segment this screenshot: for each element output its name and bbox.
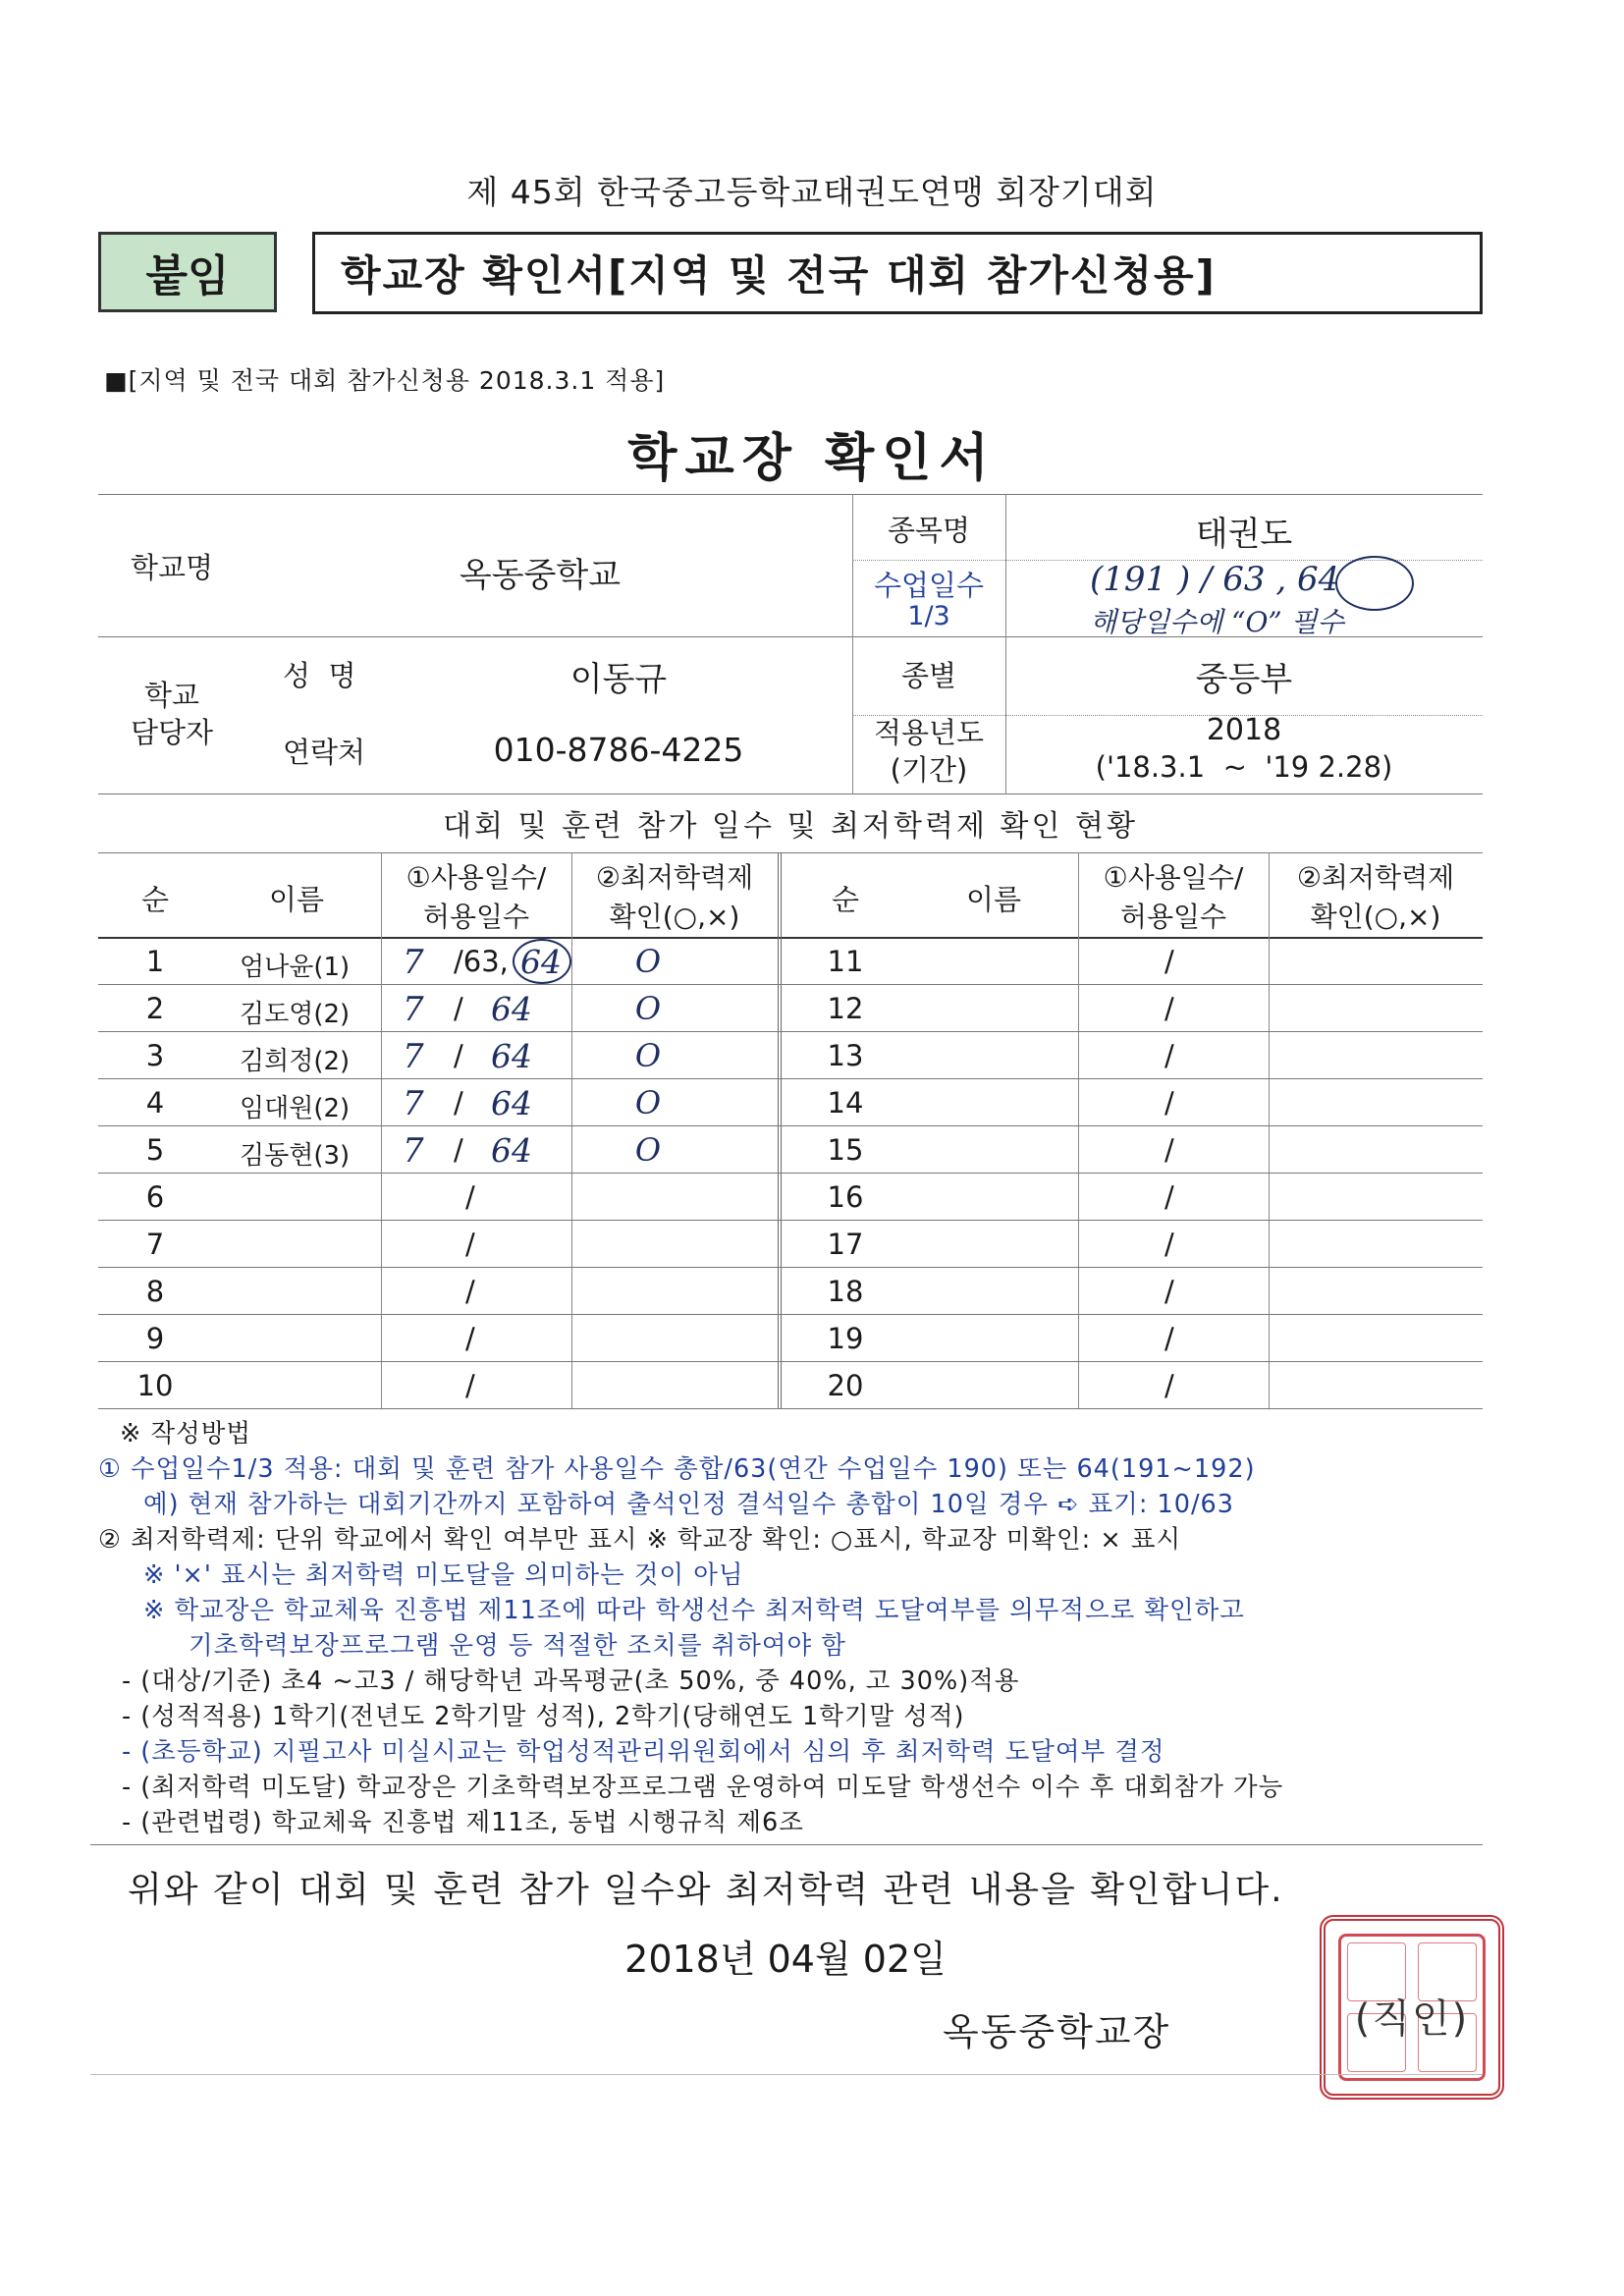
contact-value: 010-8786-4225 [493, 731, 744, 769]
col-header-no-right: 순 [831, 883, 859, 916]
detail-2: - (성적적용) 1학기(전년도 2학기말 성적), 2학기(당해연도 1학기말 성적) [122, 1702, 965, 1731]
note-1a: ① 수업일수1/3 적용: 대회 및 훈련 참가 사용일수 총합/63(연간 수업일수 190) 또는 64(191~192) [98, 1454, 1256, 1484]
col-header-min: ②최저학력제 [595, 861, 754, 894]
row-number: 5 [145, 1133, 165, 1167]
row-slash: / [454, 1039, 463, 1072]
school-label: 학교명 [130, 551, 214, 584]
name-label: 성 명 [283, 659, 356, 692]
row-used-days: 7 [403, 990, 424, 1029]
row-number-right: 12 [827, 992, 864, 1025]
row-number: 9 [145, 1322, 165, 1355]
manager-label-2: 담당자 [130, 716, 214, 749]
notes-heading: ※ 작성방법 [120, 1419, 252, 1449]
row-slash: / [465, 1180, 475, 1214]
col-header-days-2: 허용일수 [422, 901, 530, 933]
col-header-min-2: 확인(○,×) [609, 901, 740, 933]
row-min-check: O [634, 1037, 662, 1074]
note-2d: 기초학력보장프로그램 운영 등 적절한 조치를 취하여야 함 [189, 1631, 846, 1661]
seal-text: (직인) [1354, 1996, 1470, 2042]
row-used-days: 7 [403, 1131, 424, 1171]
row-allowed-days: 64 [491, 990, 532, 1028]
row-name: 김도영(2) [240, 1000, 351, 1029]
row-number: 3 [145, 1039, 165, 1072]
row-number: 8 [145, 1275, 165, 1308]
row-number: 7 [145, 1228, 165, 1261]
classdays-note: 해당일수에 “O” 필수 [1090, 606, 1344, 638]
row-min-check: O [634, 1131, 662, 1169]
row-name: 김동현(3) [240, 1141, 351, 1171]
row-number: 6 [145, 1180, 165, 1214]
row-slash: / [465, 1369, 475, 1402]
row-min-check: O [634, 943, 662, 980]
row-number-right: 15 [827, 1133, 864, 1167]
col-header-name: 이름 [268, 883, 325, 916]
detail-5: - (관련법령) 학교체육 진흥법 제11조, 동법 시행규칙 제6조 [122, 1808, 804, 1837]
detail-3: - (초등학교) 지필고사 미실시교는 학업성적관리위원회에서 심의 후 최저학력 도달여부 결정 [122, 1737, 1165, 1767]
school-value: 옥동중학교 [459, 556, 622, 595]
sport-value: 태권도 [1195, 515, 1293, 554]
col-header-min-right-2: 확인(○,×) [1310, 901, 1441, 933]
col-header-name-right: 이름 [965, 883, 1022, 916]
row-slash: / [465, 1275, 475, 1308]
table-section-title: 대회 및 훈련 참가 일수 및 최저학력제 확인 현황 [443, 809, 1138, 844]
row-slash-right: / [1164, 1275, 1174, 1308]
col-header-min-right: ②최저학력제 [1296, 861, 1455, 894]
note-2a: ② 최저학력제: 단위 학교에서 확인 여부만 표시 ※ 학교장 확인: ○표시, 학교장 미확인: × 표시 [98, 1525, 1182, 1555]
row-number-right: 17 [827, 1228, 864, 1261]
form-heading: 학교장 확인서[지역 및 전국 대회 참가신청용] [312, 232, 1483, 314]
row-slash: / [465, 1322, 475, 1355]
row-number-right: 14 [827, 1086, 864, 1120]
year-label-2: (기간) [890, 753, 968, 787]
row-slash: / [454, 1133, 463, 1167]
document-title: 학교장 확인서 [627, 429, 997, 488]
row-slash: / [465, 1228, 475, 1261]
col-header-days: ①사용일수/ [406, 861, 547, 894]
col-header-no: 순 [140, 883, 169, 916]
row-number: 10 [136, 1369, 174, 1402]
row-used-days: 7 [403, 943, 424, 982]
attachment-badge: 붙임 [98, 232, 277, 312]
principal-text: 옥동중학교장 [943, 2010, 1171, 2053]
year-label: 적용년도 [873, 716, 985, 749]
event-title: 제 45회 한국중고등학교태권도연맹 회장기대회 [466, 173, 1158, 211]
row-number-right: 16 [827, 1180, 864, 1214]
classdays-label: 수업일수 [873, 569, 985, 602]
note-2b: ※ '×' 표시는 최저학력 미도달을 의미하는 것이 아님 [143, 1560, 744, 1590]
row-min-check: O [634, 1084, 662, 1121]
row-number: 1 [145, 945, 165, 978]
detail-1: - (대상/기준) 초4 ~고3 / 해당학년 과목평균(초 50%, 중 40%, 고 30%)적용 [122, 1667, 1020, 1696]
row-slash-right: / [1164, 1180, 1174, 1214]
row-allowed-days: 64 [491, 1084, 532, 1122]
note-1b: 예) 현재 참가하는 대회기간까지 포함하여 출석인정 결석일수 총합이 10일 경우 ➪ 표기: 10/63 [143, 1490, 1234, 1519]
row-used-days: 7 [403, 1084, 424, 1123]
row-slash-right: / [1164, 1086, 1174, 1120]
row-slash-right: / [1164, 945, 1174, 978]
year-value: 2018 [1206, 713, 1282, 747]
contact-label: 연락처 [283, 736, 366, 769]
row-allowed-days: 64 [520, 943, 562, 981]
classdays-circle-mark [1335, 556, 1414, 611]
row-name: 임대원(2) [240, 1094, 351, 1123]
row-number-right: 13 [827, 1039, 864, 1072]
date-text: 2018년 04월 02일 [624, 1938, 947, 1981]
year-period: ('18.3.1 ~ '19 2.28) [1095, 750, 1393, 784]
row-number-right: 11 [827, 945, 864, 978]
row-slash-right: / [1164, 1322, 1174, 1355]
row-number: 2 [145, 992, 165, 1025]
row-allowed-days: 64 [491, 1037, 532, 1075]
division-value: 중등부 [1195, 660, 1293, 699]
row-slash: / [454, 1086, 463, 1120]
classdays-value: (191 ) / 63 , 64 [1090, 560, 1340, 599]
name-value: 이동규 [569, 660, 668, 699]
row-slash-right: / [1164, 1369, 1174, 1402]
row-slash: / [454, 992, 463, 1025]
row-slash-right: / [1164, 992, 1174, 1025]
row-name: 엄나윤(1) [240, 953, 351, 982]
col-header-days-right: ①사용일수/ [1103, 861, 1244, 894]
row-slash-right: / [1164, 1133, 1174, 1167]
row-allowed-days: 64 [491, 1131, 532, 1170]
row-number: 4 [145, 1086, 165, 1120]
sport-label: 종목명 [887, 514, 971, 547]
row-used-days: 7 [403, 1037, 424, 1076]
sub-note: ■[지역 및 전국 대회 참가신청용 2018.3.1 적용] [104, 366, 666, 395]
row-slash-right: / [1164, 1039, 1174, 1072]
row-name: 김희정(2) [240, 1047, 351, 1076]
row-slash: /63, [454, 945, 509, 978]
classdays-fraction: 1/3 [907, 601, 950, 631]
manager-label: 학교 [143, 679, 200, 712]
row-number-right: 20 [827, 1369, 864, 1402]
note-2c: ※ 학교장은 학교체육 진흥법 제11조에 따라 학생선수 최저학력 도달여부를 의무적으로 확인하고 [143, 1596, 1245, 1625]
confirmation-text: 위와 같이 대회 및 훈련 참가 일수와 최저학력 관련 내용을 확인합니다. [128, 1870, 1284, 1910]
allowed-circle-mark [513, 939, 571, 984]
row-slash-right: / [1164, 1228, 1174, 1261]
detail-4: - (최저학력 미도달) 학교장은 기초학력보장프로그램 운영하여 미도달 학생선수 이수 후 대회참가 가능 [122, 1773, 1284, 1802]
row-min-check: O [634, 990, 662, 1027]
division-label: 종별 [900, 659, 957, 692]
row-number-right: 18 [827, 1275, 864, 1308]
col-header-days-right-2: 허용일수 [1119, 901, 1227, 933]
row-number-right: 19 [827, 1322, 864, 1355]
